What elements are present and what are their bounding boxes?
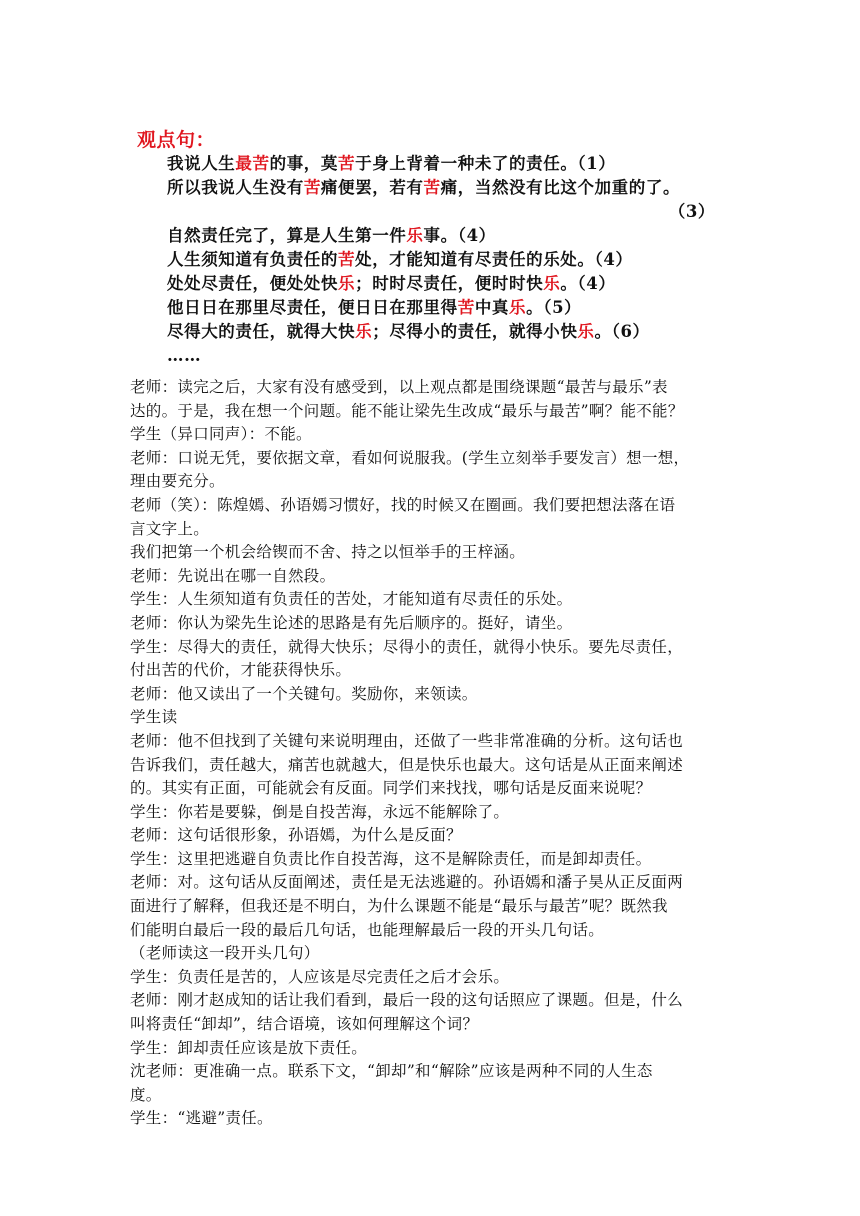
- line-text: 自然责任完了，算是人生第一件: [167, 226, 407, 245]
- dialogue-line: 沈老师：更准确一点。联系下文，“卸却”和“解除”应该是两种不同的人生态: [130, 1062, 653, 1081]
- highlight-word: 苦: [338, 154, 356, 173]
- line-text: 尽得大的责任，就得大快: [167, 322, 356, 341]
- dialogue-line: 面进行了解释，但我还是不明白，为什么课题不能是“最乐与最苦”呢？既然我: [130, 897, 668, 916]
- viewpoint-sentences: [167, 152, 727, 368]
- highlight-word: 苦: [303, 178, 321, 197]
- dialogue-line: 学生：负责任是苦的，人应该是尽完责任之后才会乐。: [130, 967, 510, 986]
- dialogue-line: 学生：人生须知道有负责任的苦处，才能知道有尽责任的乐处。: [130, 590, 573, 609]
- dialogue-line: 告诉我们，责任越大，痛苦也就越大，但是快乐也最大。这句话是从正面来阐述: [130, 755, 684, 774]
- viewpoint-line: [167, 248, 727, 272]
- highlight-word: 乐: [577, 322, 595, 341]
- highlight-word: 乐: [406, 226, 424, 245]
- dialogue-line: 言文字上。: [130, 519, 210, 538]
- line-text: ；时时尽责任，便时时快: [355, 274, 544, 293]
- dialogue-line: 老师：这句话很形象，孙语嫣，为什么是反面？: [130, 826, 462, 845]
- dialogue-line: 学生：你若是要躲，倒是自投苦海，永远不能解除了。: [130, 802, 510, 821]
- highlight-word: 乐: [338, 274, 356, 293]
- dialogue-line: 老师：他不但找到了关键句来说明理由，还做了一些非常准确的分析。这句话也: [130, 731, 684, 750]
- line-text: 于身上背着一种未了的责任。（1）: [355, 154, 616, 173]
- dialogue-line: 老师：他又读出了一个关键句。奖励你，来领读。: [130, 684, 478, 703]
- dialogue-line: 学生：尽得大的责任，就得大快乐；尽得小的责任，就得小快乐。要先尽责任，: [130, 637, 684, 656]
- viewpoint-line: [167, 200, 727, 224]
- dialogue-line: 学生：卸却责任应该是放下责任。: [130, 1038, 368, 1057]
- viewpoint-line: [167, 152, 727, 176]
- highlight-word: 乐: [355, 322, 373, 341]
- highlight-word: 苦: [457, 298, 475, 317]
- line-text: 。（4）: [560, 274, 616, 293]
- line-text: 处，才能知道有尽责任的乐处。（4）: [355, 250, 633, 269]
- line-text: 他日日在那里尽责任，便日日在那里得: [167, 298, 458, 317]
- viewpoint-line: [167, 320, 727, 344]
- dialogue-line: 老师：你认为梁先生论述的思路是有先后顺序的。挺好，请坐。: [130, 613, 573, 632]
- dialogue-line: 学生：“逃避”责任。: [130, 1109, 273, 1128]
- dialogue-line: 度。: [130, 1085, 162, 1104]
- dialogue-line: 学生：这里把逃避自负责比作自投苦海，这不是解除责任，而是卸却责任。: [130, 849, 652, 868]
- dialogue-line: 理由要充分。: [130, 472, 225, 491]
- viewpoint-line: [167, 272, 727, 296]
- classroom-dialogue: [130, 376, 740, 1131]
- line-text: ……: [167, 346, 202, 365]
- dialogue-line: 老师：刚才赵成知的话让我们看到，最后一段的这句话照应了课题。但是，什么: [130, 991, 684, 1010]
- dialogue-line: 老师：先说出在哪一自然段。: [130, 566, 336, 585]
- viewpoint-line: [167, 344, 727, 368]
- line-text: 的事，莫: [269, 154, 339, 173]
- highlight-word: 苦: [338, 250, 356, 269]
- viewpoint-line: [167, 224, 727, 248]
- line-text: 事。（4）: [423, 226, 496, 245]
- dialogue-line: 老师：口说无凭，要依据文章，看如何说服我。(学生立刻举手要发言）想一想，: [130, 448, 690, 467]
- highlight-word: 最苦: [235, 154, 270, 173]
- line-text: 人生须知道有负责任的: [167, 250, 338, 269]
- dialogue-line: 我们把第一个机会给锲而不舍、持之以恒举手的王梓涵。: [130, 543, 526, 562]
- dialogue-line: 付出苦的代价，才能获得快乐。: [130, 661, 352, 680]
- section-heading: 观点句：: [137, 129, 216, 151]
- line-text: （3）: [668, 202, 715, 221]
- line-text: 中真: [474, 298, 510, 317]
- dialogue-line: 老师：读完之后，大家有没有感受到，以上观点都是围绕课题“最苦与最乐”表: [130, 378, 668, 396]
- viewpoint-line: [167, 176, 727, 200]
- line-text: ；尽得小的责任，就得小快: [372, 322, 578, 341]
- highlight-word: 乐: [509, 298, 527, 317]
- dialogue-line: 老师：对。这句话从反面阐述，责任是无法逃避的。孙语嫣和潘子昊从正反面两: [130, 873, 684, 892]
- line-text: 我说人生: [167, 154, 236, 173]
- dialogue-line: 达的。于是，我在想一个问题。能不能让梁先生改成“最乐与最苦”啊？能不能？: [130, 401, 684, 420]
- highlight-word: 乐: [543, 274, 561, 293]
- dialogue-line: 的。其实有正面，可能就会有反面。同学们来找找，哪句话是反面来说呢？: [130, 779, 652, 798]
- dialogue-line: 学生（异口同声）：不能。: [130, 425, 312, 444]
- line-text: 处处尽责任，便处处快: [167, 274, 338, 293]
- dialogue-line: 叫将责任“卸却”，结合语境，该如何理解这个词？: [130, 1015, 479, 1034]
- dialogue-line: （老师读这一段开头几句）: [130, 944, 320, 963]
- viewpoint-line: [167, 296, 727, 320]
- dialogue-line: 们能明白最后一段的最后几句话，也能理解最后一段的开头几句话。: [130, 920, 605, 939]
- dialogue-line: 学生读: [130, 708, 178, 727]
- line-text: 痛便罢，若有: [320, 178, 424, 197]
- line-text: 痛，当然没有比这个加重的了。: [440, 178, 681, 197]
- highlight-word: 苦: [423, 178, 441, 197]
- line-text: 所以我说人生没有: [167, 178, 304, 197]
- dialogue-line: 老师（笑）：陈煌嫣、孙语嫣习惯好，找的时候又在圈画。我们要把想法落在语: [130, 495, 676, 514]
- line-text: 。（6）: [594, 322, 650, 341]
- line-text: 。（5）: [526, 298, 582, 317]
